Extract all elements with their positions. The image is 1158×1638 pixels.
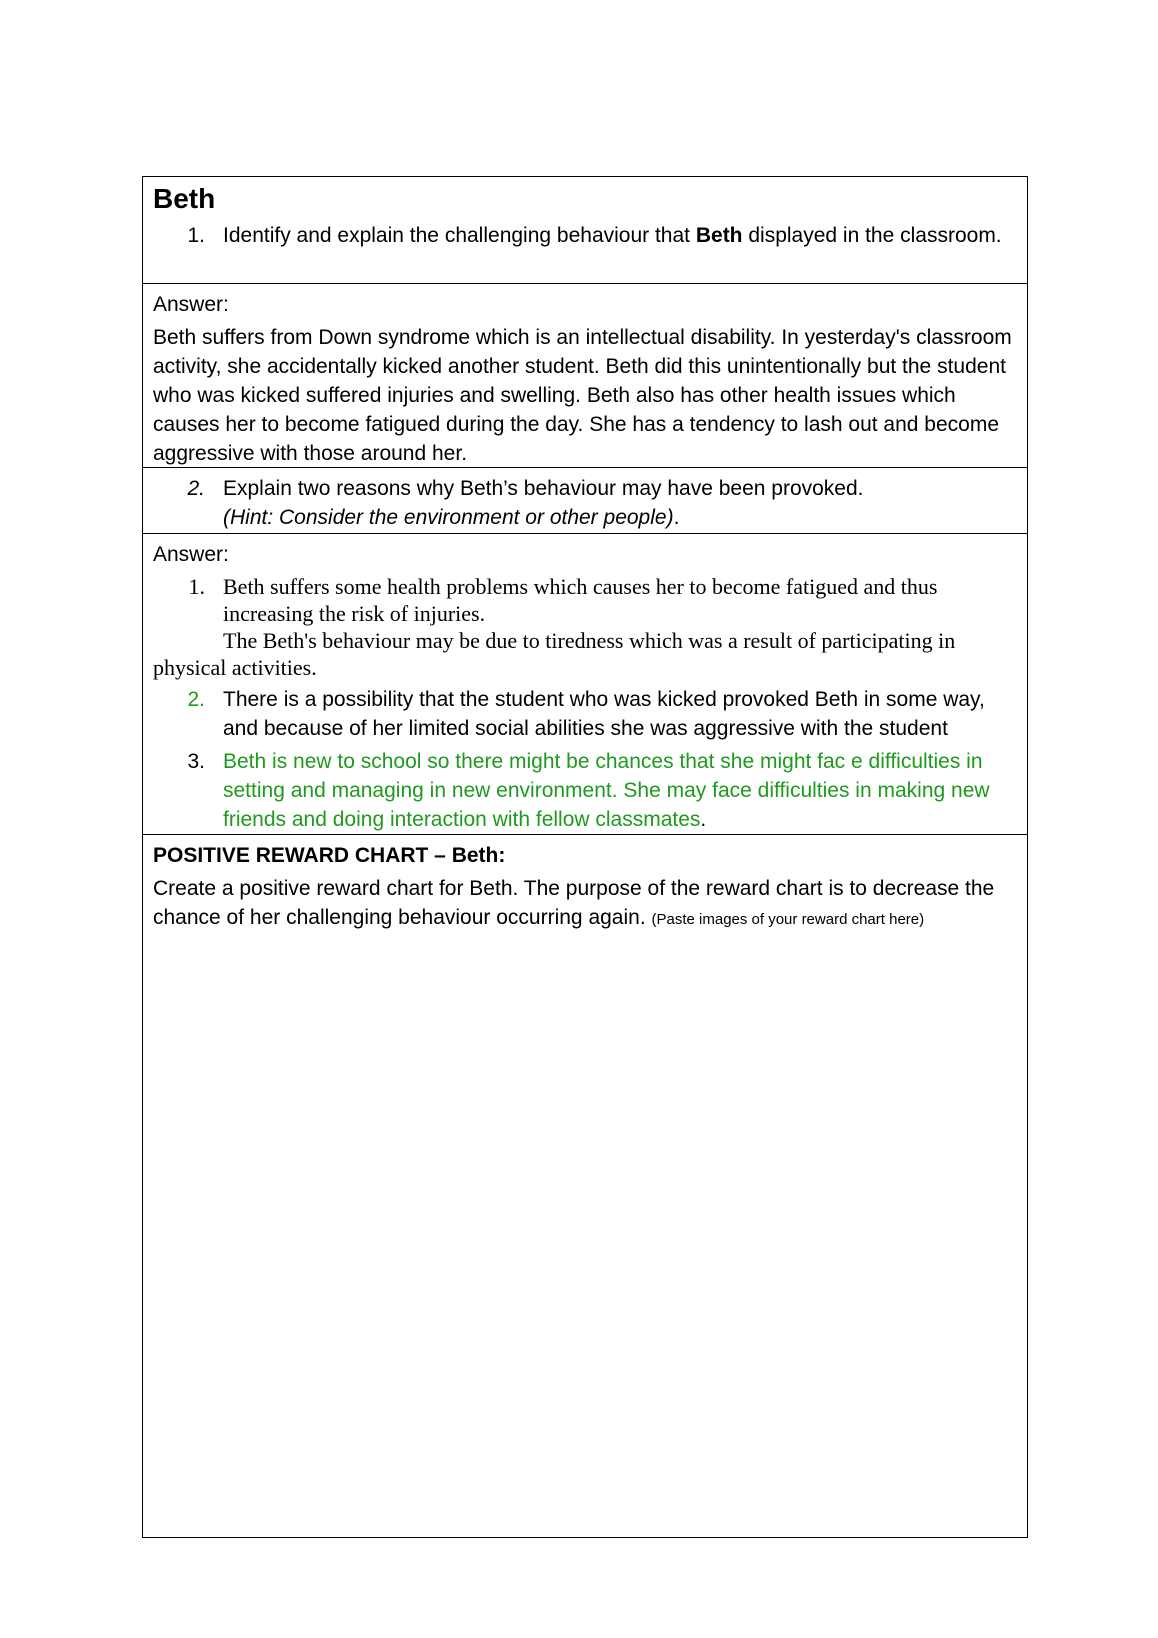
reward-chart-heading: POSITIVE REWARD CHART – Beth:: [153, 844, 506, 867]
reward-chart-cell: [143, 835, 1027, 1537]
answer2-item-3-text: Beth is new to school so there might be chances that she might fac e difficulties in setting and managing in new environment. She may face difficulties in making new friends and doing interaction with fellow classmates: [223, 750, 990, 831]
question2-number: 2.: [187, 477, 205, 500]
question1-bold-name: Beth: [695, 224, 743, 247]
question1: [153, 221, 1017, 250]
answer2-cell: [143, 534, 1027, 835]
answer2-item-2: [153, 685, 1017, 743]
question1-text-post: displayed in the classroom.: [742, 224, 1002, 247]
answer2-item-1-text: Beth suffers some health problems which causes her to become fatigued and thus increasing the risk of injuries.: [223, 574, 938, 626]
section-title: Beth: [153, 183, 216, 214]
worksheet-table: [142, 176, 1028, 1538]
question1-text: [223, 221, 1017, 250]
question2-body: [223, 474, 1017, 532]
answer2-label: Answer:: [153, 543, 229, 566]
answer2-item-3: [153, 747, 1017, 834]
answer2-item-2-number: 2.: [187, 688, 205, 711]
reward-chart-text: Create a positive reward chart for Beth. The purpose of the reward chart is to decrease the chance of her challenging behaviour occurring again.: [153, 877, 995, 929]
question2: [153, 474, 1017, 532]
reward-chart-note: (Paste images of your reward chart here): [651, 911, 925, 928]
answer2-item-3-number: 3.: [187, 750, 205, 773]
answer1-text: Beth suffers from Down syndrome which is an intellectual disability. In yesterday's classroom activity, she accidentally kicked another student. Beth did this unintentionally but the student who was kicked suffered injuries and swelling. Beth also has other health issues which causes her to become fatigued during the day. She has a tendency to lash out and become aggressive with those around her.: [153, 326, 1012, 465]
answer2-item-3-end: .: [700, 808, 707, 831]
question2-text: Explain two reasons why Beth’s behaviour may have been provoked.: [223, 477, 864, 500]
question2-cell: [143, 468, 1027, 534]
question1-text-pre: Identify and explain the challenging behaviour that: [223, 224, 696, 247]
answer1-label: Answer:: [153, 293, 229, 316]
answer1-cell: [143, 284, 1027, 468]
answer2-item-3-body: [223, 747, 1017, 834]
question1-cell: [143, 177, 1027, 284]
reward-chart-instructions: [153, 874, 1017, 934]
question2-hint: (Hint: Consider the environment or other people): [223, 506, 674, 529]
question1-number: 1.: [187, 224, 205, 247]
answer2-item-2-text: There is a possibility that the student who was kicked provoked Beth in some way, and because of her limited social abilities she was aggressive with the student: [223, 688, 985, 740]
answer2-item-1-continuation-b: physical activities.: [153, 655, 317, 680]
answer2-item-1-number: 1.: [188, 574, 205, 599]
question2-hint-end: .: [673, 506, 680, 529]
answer2-item-1: [153, 573, 1017, 627]
answer2-item-1-continuation-a: The Beth's behaviour may be due to tiredness which was a result of participating in: [223, 628, 956, 653]
